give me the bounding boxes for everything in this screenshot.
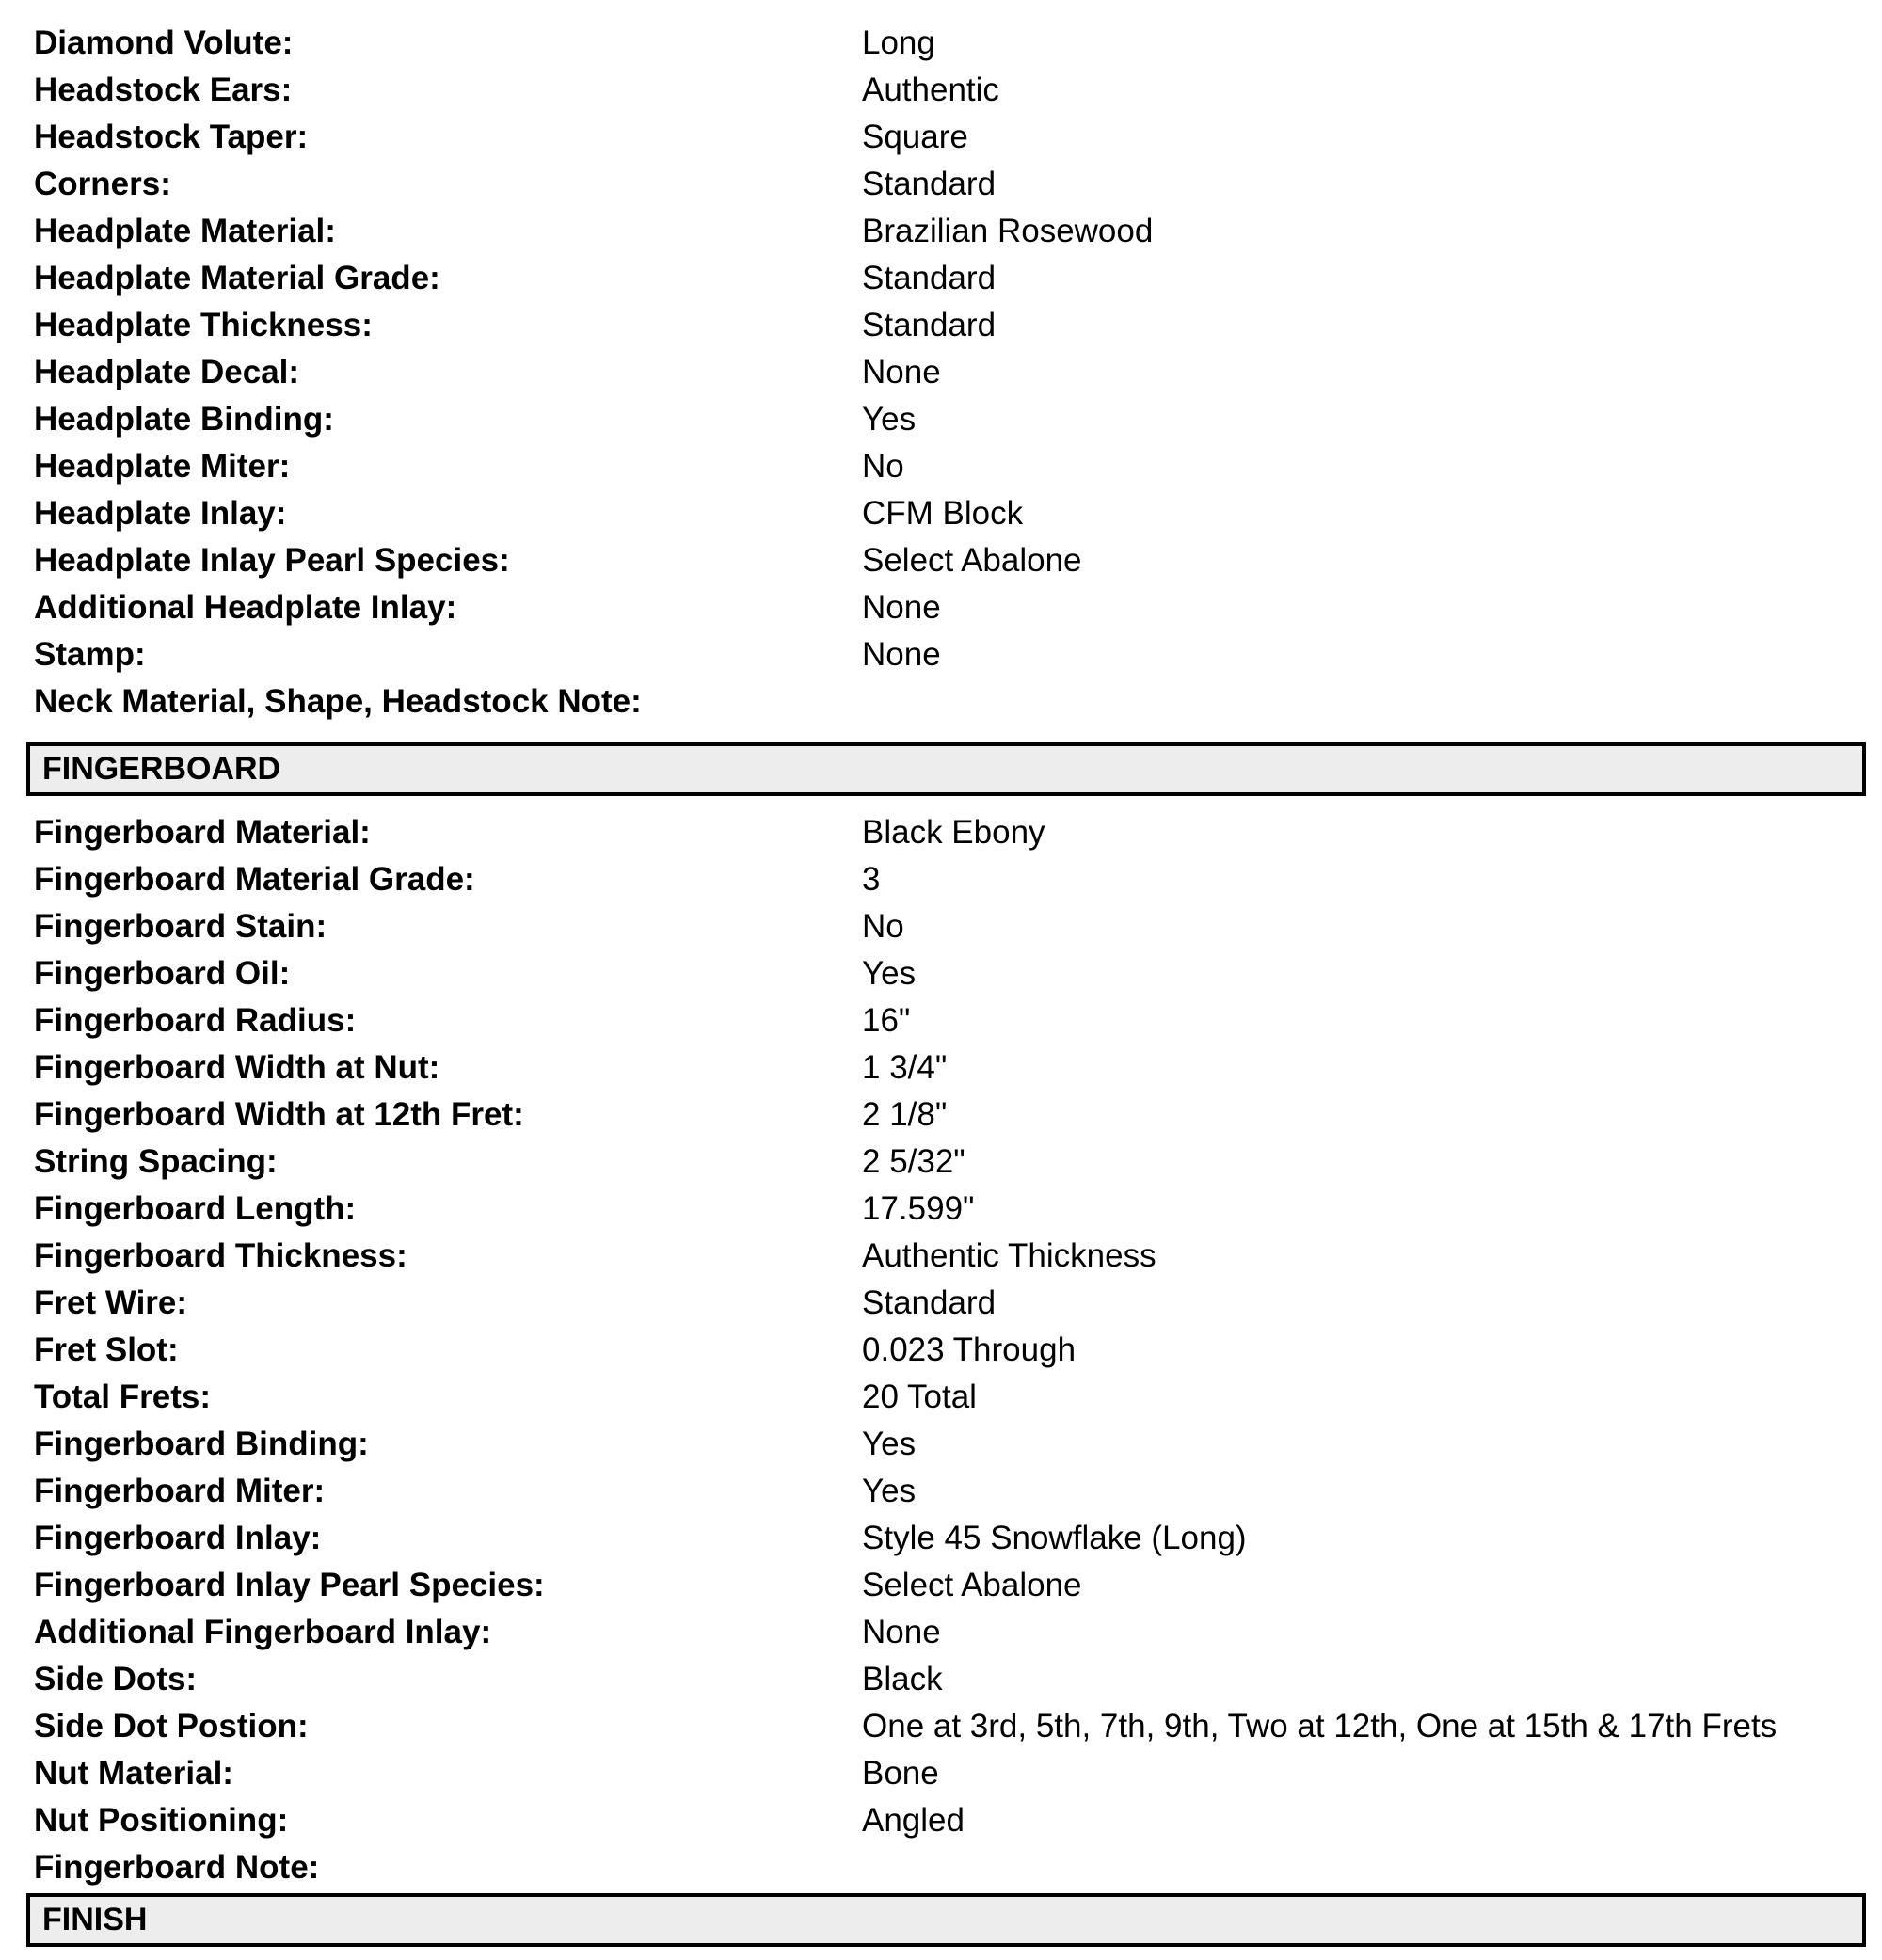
spec-label: Fingerboard Inlay: <box>34 1520 322 1556</box>
spec-label: Fingerboard Width at 12th Fret: <box>34 1096 524 1133</box>
spec-label: Fingerboard Width at Nut: <box>34 1049 440 1086</box>
spec-value: Select Abalone <box>862 542 1082 579</box>
spec-value: None <box>862 589 941 626</box>
spec-row <box>0 950 1882 997</box>
spec-label: Side Dot Postion: <box>34 1708 309 1745</box>
spec-value: Yes <box>862 1473 917 1509</box>
spec-value: 3 <box>862 861 881 898</box>
spec-label: Headplate Thickness: <box>34 307 373 343</box>
spec-value: One at 3rd, 5th, 7th, 9th, Two at 12th, One at 15th & 17th Frets <box>862 1708 1778 1745</box>
spec-value: 2 1/8" <box>862 1096 948 1133</box>
spec-value: No <box>862 448 904 485</box>
spec-label: Headplate Decal: <box>34 354 300 390</box>
spec-value: None <box>862 354 941 390</box>
spec-label: Fingerboard Material Grade: <box>34 861 475 898</box>
spec-row <box>0 396 1882 443</box>
spec-row <box>0 1797 1882 1844</box>
spec-row <box>0 1421 1882 1468</box>
spec-row <box>0 903 1882 950</box>
spec-label: Headplate Material Grade: <box>34 260 440 296</box>
spec-value: 20 Total <box>862 1378 977 1415</box>
spec-row <box>0 443 1882 490</box>
spec-label: Headplate Binding: <box>34 401 334 438</box>
spec-row <box>0 678 1882 725</box>
spec-label: Additional Fingerboard Inlay: <box>34 1614 492 1650</box>
spec-value: Authentic <box>862 72 999 108</box>
spec-label: Neck Material, Shape, Headstock Note: <box>34 683 642 720</box>
spec-row <box>0 1280 1882 1327</box>
spec-label: Stamp: <box>34 636 146 673</box>
section-header-label: FINGERBOARD <box>42 751 281 787</box>
spec-value: Yes <box>862 401 917 438</box>
spec-row <box>0 1656 1882 1703</box>
spec-row <box>0 1139 1882 1186</box>
spec-label: Fingerboard Length: <box>34 1190 357 1227</box>
spec-label: Nut Positioning: <box>34 1802 289 1839</box>
spec-label: Fingerboard Miter: <box>34 1473 326 1509</box>
spec-value: 1 3/4" <box>862 1049 948 1086</box>
spec-label: Fret Slot: <box>34 1331 179 1368</box>
spec-label: Fingerboard Note: <box>34 1849 320 1886</box>
spec-label: Headplate Inlay: <box>34 495 287 532</box>
spec-value: 17.599" <box>862 1190 975 1227</box>
spec-row <box>0 490 1882 537</box>
spec-row <box>0 997 1882 1044</box>
spec-value: Black <box>862 1661 943 1697</box>
spec-value: 2 5/32" <box>862 1143 965 1180</box>
spec-row <box>0 208 1882 255</box>
spec-label: Fingerboard Thickness: <box>34 1237 407 1274</box>
section-header-label: FINISH <box>42 1902 148 1937</box>
section-header-finish <box>26 1893 1866 1947</box>
spec-label: Fingerboard Binding: <box>34 1426 369 1462</box>
spec-value: Black Ebony <box>862 814 1045 851</box>
spec-value: Yes <box>862 955 917 992</box>
spec-label: Fingerboard Oil: <box>34 955 291 992</box>
spec-label: Headstock Taper: <box>34 119 309 155</box>
spec-label: Fingerboard Material: <box>34 814 371 851</box>
spec-value: Square <box>862 119 968 155</box>
spec-value: None <box>862 636 941 673</box>
spec-row <box>0 161 1882 208</box>
spec-label: Total Frets: <box>34 1378 211 1415</box>
spec-label: Fingerboard Inlay Pearl Species: <box>34 1567 545 1603</box>
spec-row <box>0 1703 1882 1750</box>
spec-row <box>0 537 1882 584</box>
spec-label: Fret Wire: <box>34 1284 188 1321</box>
spec-row <box>0 1750 1882 1797</box>
spec-label: Headplate Miter: <box>34 448 291 485</box>
spec-row <box>0 1609 1882 1656</box>
spec-value: No <box>862 908 904 945</box>
spec-label: Fingerboard Radius: <box>34 1002 357 1039</box>
spec-value: Select Abalone <box>862 1567 1082 1603</box>
spec-rows <box>0 809 1882 1891</box>
spec-row <box>0 631 1882 678</box>
spec-value: Yes <box>862 1426 917 1462</box>
spec-row <box>0 856 1882 903</box>
spec-value: Authentic Thickness <box>862 1237 1156 1274</box>
spec-value: Bone <box>862 1755 939 1792</box>
spec-row <box>0 1468 1882 1515</box>
spec-row <box>0 349 1882 396</box>
spec-value: Standard <box>862 1284 997 1321</box>
spec-label: Additional Headplate Inlay: <box>34 589 457 626</box>
spec-label: Headstock Ears: <box>34 72 293 108</box>
spec-value: None <box>862 1614 941 1650</box>
spec-row <box>0 1515 1882 1562</box>
spec-row <box>0 255 1882 302</box>
spec-label: Diamond Volute: <box>34 24 294 61</box>
spec-row <box>0 302 1882 349</box>
spec-label: Headplate Material: <box>34 213 336 249</box>
spec-value: CFM Block <box>862 495 1024 532</box>
spec-label: Headplate Inlay Pearl Species: <box>34 542 510 579</box>
spec-row <box>0 67 1882 114</box>
spec-row <box>0 1327 1882 1374</box>
spec-value: Long <box>862 24 935 61</box>
spec-value: 0.023 Through <box>862 1331 1077 1368</box>
spec-row <box>0 1233 1882 1280</box>
spec-row <box>0 20 1882 67</box>
spec-label: Fingerboard Stain: <box>34 908 327 945</box>
spec-label: Corners: <box>34 166 171 202</box>
spec-value: 16" <box>862 1002 911 1039</box>
spec-row <box>0 809 1882 856</box>
spec-row <box>0 1562 1882 1609</box>
spec-label: Nut Material: <box>34 1755 233 1792</box>
spec-label: String Spacing: <box>34 1143 278 1180</box>
spec-rows <box>0 20 1882 725</box>
section-header-fingerboard <box>26 742 1866 796</box>
spec-row <box>0 1844 1882 1891</box>
spec-value: Style 45 Snowflake (Long) <box>862 1520 1247 1556</box>
spec-value: Standard <box>862 260 997 296</box>
spec-value: Angled <box>862 1802 965 1839</box>
spec-row <box>0 114 1882 161</box>
spec-value: Brazilian Rosewood <box>862 213 1154 249</box>
spec-value: Standard <box>862 307 997 343</box>
spec-row <box>0 1044 1882 1092</box>
spec-label: Side Dots: <box>34 1661 198 1697</box>
spec-row <box>0 1092 1882 1139</box>
spec-row <box>0 1186 1882 1233</box>
spec-row <box>0 584 1882 631</box>
spec-value: Standard <box>862 166 997 202</box>
spec-row <box>0 1374 1882 1421</box>
